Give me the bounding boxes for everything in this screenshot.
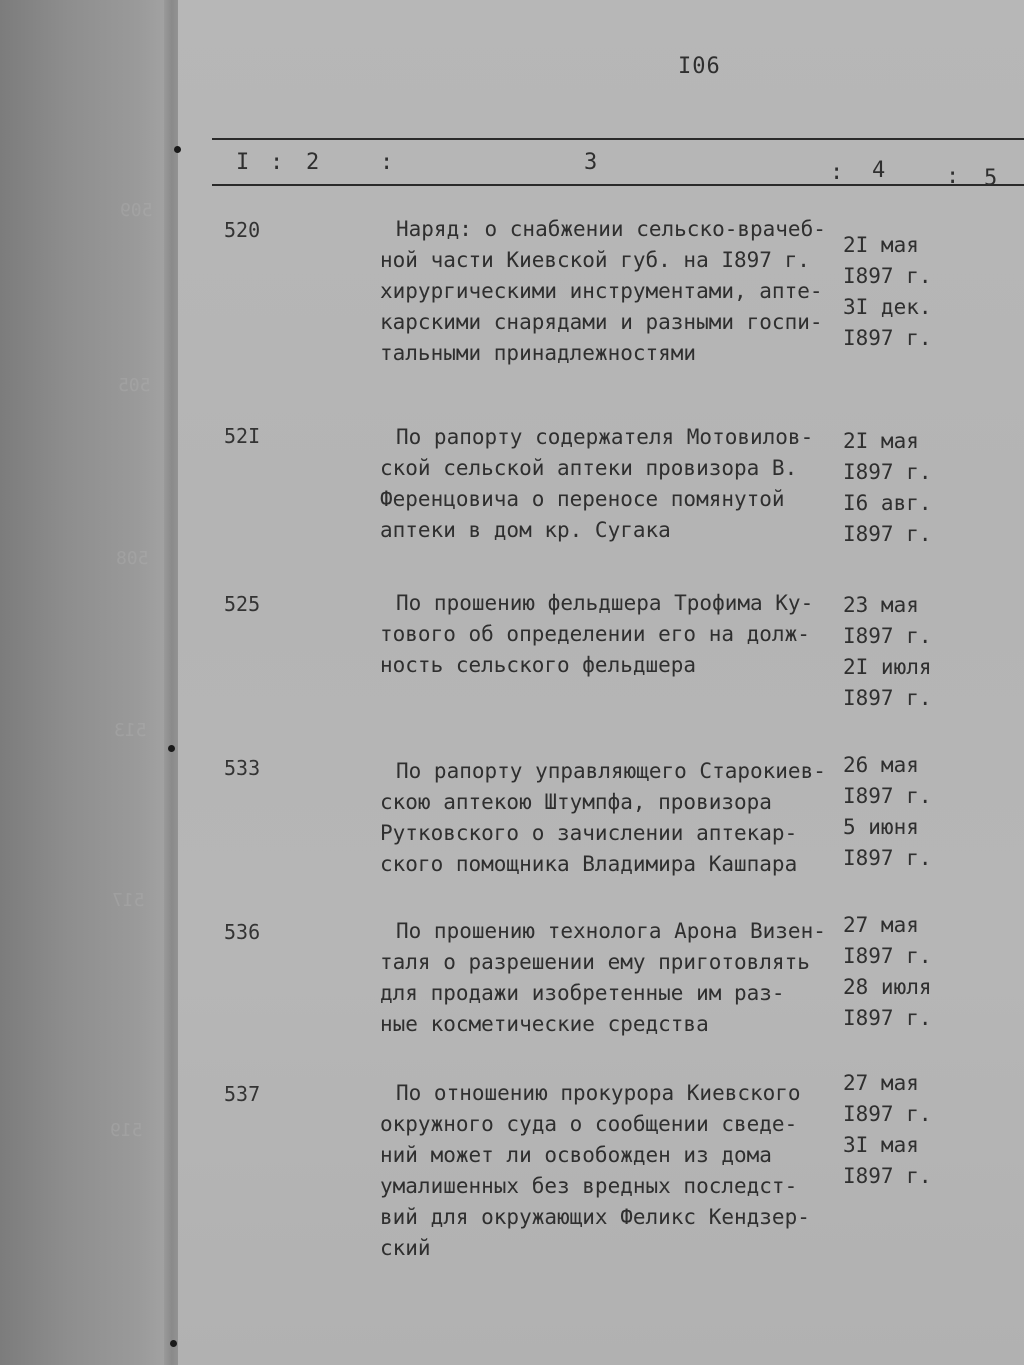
record-title xyxy=(380,756,850,880)
record-date-line: I897 г. xyxy=(843,264,932,288)
record-title-line: Наряд: о снабжении сельско-врачеб- xyxy=(396,217,826,241)
record-title-line: таля о разрешении ему приготовлять xyxy=(380,950,810,974)
bleed-through-mark: 513 xyxy=(114,720,147,741)
record-title-line: вий для окружающих Феликс Кендзер- xyxy=(380,1205,810,1229)
record-date-line: 2I мая xyxy=(843,429,919,453)
record-title-line: По рапорту управляющего Старокиев- xyxy=(396,759,826,783)
record-title xyxy=(380,422,850,546)
header-col-2: 2 xyxy=(306,150,320,175)
header-col-1: I xyxy=(236,150,250,175)
record-date-line: 23 мая xyxy=(843,593,919,617)
binding-hole xyxy=(174,146,181,153)
record-dates xyxy=(843,230,932,354)
record-title-line: скою аптекою Штумпфа, провизора xyxy=(380,790,772,814)
record-date-line: 2I мая xyxy=(843,233,919,257)
record-title-line: карскими снарядами и разными госпи- xyxy=(380,310,823,334)
record-date-line: I6 авг. xyxy=(843,491,932,515)
record-title-line: ский xyxy=(380,1236,431,1260)
record-dates xyxy=(843,590,932,714)
header-col-4: 4 xyxy=(872,158,886,183)
record-title-line: ной части Киевской губ. на I897 г. xyxy=(380,248,810,272)
record-title-line: тальными принадлежностями xyxy=(380,341,697,365)
record-date-line: I897 г. xyxy=(843,846,932,870)
record-title-line: окружного суда о сообщении сведе- xyxy=(380,1112,798,1136)
record-title-line: хирургическими инструментами, апте- xyxy=(380,279,823,303)
record-date-line: 26 мая xyxy=(843,753,919,777)
record-date-line: 2I июля xyxy=(843,655,932,679)
record-title-line: По прошению фельдшера Трофима Ку- xyxy=(396,591,814,615)
record-number: 520 xyxy=(224,218,261,242)
record-number: 525 xyxy=(224,592,261,616)
record-title-line: ний может ли освобожден из дома xyxy=(380,1143,772,1167)
record-number: 533 xyxy=(224,756,261,780)
record-title-line: ского помощника Владимира Кашпара xyxy=(380,852,798,876)
record-title-line: ской сельской аптеки провизора В. xyxy=(380,456,798,480)
record-date-line: 3I мая xyxy=(843,1133,919,1157)
record-date-line: I897 г. xyxy=(843,624,932,648)
record-date-line: 5 июня xyxy=(843,815,919,839)
record-title-line: По прошению технолога Арона Визен- xyxy=(396,919,826,943)
record-dates xyxy=(843,910,932,1034)
record-date-line: I897 г. xyxy=(843,1102,932,1126)
record-date-line: I897 г. xyxy=(843,944,932,968)
record-date-line: I897 г. xyxy=(843,522,932,546)
header-separator: : xyxy=(270,150,284,175)
header-separator: : xyxy=(380,150,394,175)
record-date-line: I897 г. xyxy=(843,784,932,808)
record-date-line: I897 г. xyxy=(843,1164,932,1188)
record-title xyxy=(380,214,850,369)
record-dates xyxy=(843,426,932,550)
record-date-line: I897 г. xyxy=(843,686,932,710)
record-title xyxy=(380,588,850,681)
binding-hole xyxy=(168,745,175,752)
record-number: 537 xyxy=(224,1082,261,1106)
record-date-line: 28 июля xyxy=(843,975,932,999)
record-title-line: По отношению прокурора Киевского xyxy=(396,1081,801,1105)
record-title-line: ные косметические средства xyxy=(380,1012,709,1036)
record-date-line: I897 г. xyxy=(843,1006,932,1030)
header-separator: : xyxy=(830,160,844,185)
bleed-through-mark: 519 xyxy=(110,1120,143,1141)
header-bottom-rule xyxy=(212,184,1024,186)
record-number: 536 xyxy=(224,920,261,944)
record-date-line: 27 мая xyxy=(843,913,919,937)
bleed-through-mark: 509 xyxy=(120,200,153,221)
header-col-5: 5 xyxy=(984,166,998,191)
record-title-line: Рутковского о зачислении аптекар- xyxy=(380,821,798,845)
bleed-through-mark: 505 xyxy=(118,375,151,396)
record-title-line: Ференцовича о переносе помянутой xyxy=(380,487,785,511)
record-title-line: для продажи изобретенные им раз- xyxy=(380,981,785,1005)
record-date-line: I897 г. xyxy=(843,326,932,350)
record-title-line: По рапорту содержателя Мотовилов- xyxy=(396,425,814,449)
header-top-rule xyxy=(212,138,1024,140)
page-number: I06 xyxy=(678,54,721,79)
record-date-line: I897 г. xyxy=(843,460,932,484)
record-title-line: тового об определении его на долж- xyxy=(380,622,810,646)
header-col-3: 3 xyxy=(584,150,598,175)
record-number: 52I xyxy=(224,424,261,448)
record-title-line: ность сельского фельдшера xyxy=(380,653,697,677)
header-separator: : xyxy=(946,164,960,189)
record-title-line: аптеки в дом кр. Сугака xyxy=(380,518,671,542)
record-date-line: 3I дек. xyxy=(843,295,932,319)
record-date-line: 27 мая xyxy=(843,1071,919,1095)
record-title xyxy=(380,916,850,1040)
bleed-through-mark: 508 xyxy=(116,548,149,569)
record-dates xyxy=(843,1068,932,1192)
binding-hole xyxy=(170,1340,177,1347)
record-dates xyxy=(843,750,932,874)
bleed-through-mark: 517 xyxy=(112,890,145,911)
left-page-edge xyxy=(0,0,172,1365)
record-title xyxy=(380,1078,850,1264)
record-title-line: умалишенных без вредных последст- xyxy=(380,1174,798,1198)
